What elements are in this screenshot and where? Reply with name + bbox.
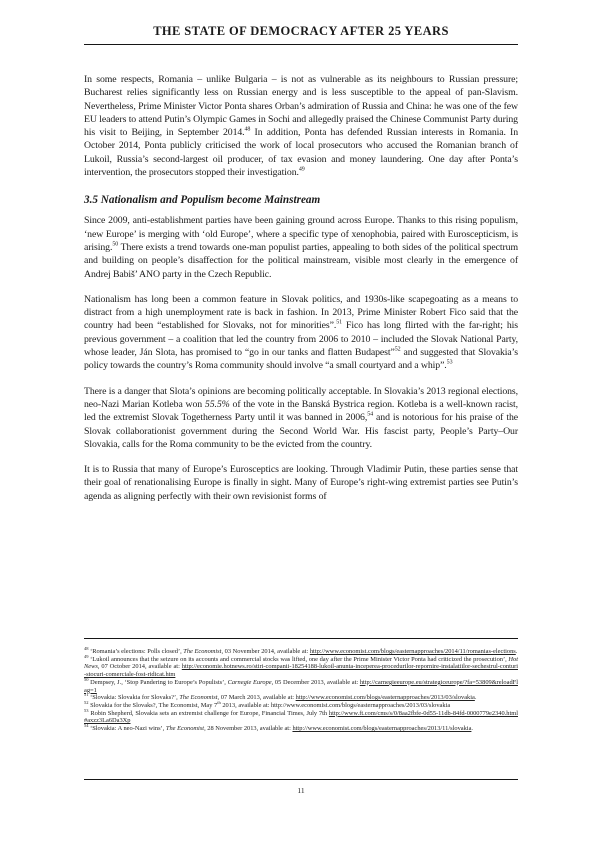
paragraph-text: Fico has long flirted with the far-right; his previous government – a coalition that led the country from 2006 to 2010 – included the Slovak National Party, whose leader, Ján Slota, has promised to “go in our tanks and flatten Budapest” [84, 320, 519, 359]
footnote-number: 52 [84, 699, 89, 705]
footnote-text: , 07 October 2014, available at: [97, 663, 182, 671]
footnote-section [84, 638, 518, 733]
footnote-source: Carnegie Europe [227, 678, 272, 686]
footnote-number: 50 [84, 676, 89, 682]
footnote-ref-53: 53 [446, 360, 453, 367]
paragraph-text: Nationalism has long been a common feature in Slovak politics, and 1930s-like scapegoating as a means to distract from a high unemployment rate is back in fashion. In 2013, Prime Minister Robert Fico said that the country had been “established for Slovaks, not for minorities”. [84, 293, 518, 332]
paragraph-text: and is notorious for his praise of the Slovak collaborationist government during the Second World War. His fascist party, People’s Party–Our Slovakia, calls for the Roma community to be the evicted from the country. [84, 412, 519, 450]
footnote-text: Robin Shepherd, Slovakia sets an extremist challenge for Europe, Financial Times, July 7th [88, 709, 329, 717]
footnote-ref-48: 48 [244, 126, 251, 133]
footnote-source: The Economist [165, 725, 205, 733]
footnote-text: ‘Lukoil announces that the seizure on its accounts and commercial stocks was lifted, one day after the Prime Minister Victor Ponta had criticized the prosecution’, [88, 655, 509, 663]
footnote-ref-51: 51 [336, 320, 343, 327]
page-header-title: THE STATE OF DEMOCRACY AFTER 25 YEARS [153, 24, 449, 38]
footnote-text: . [474, 694, 477, 702]
page-footer [84, 779, 518, 795]
paragraph-kotleba [84, 385, 518, 451]
paragraph-russia [84, 463, 518, 503]
footnote-source: The Economist [179, 694, 218, 702]
footnote-text: Dempsey, J., ‘Stop Pandering to Europe’s Populists’, [88, 678, 228, 686]
document-body [84, 73, 518, 503]
paragraph-text: and suggested that Slovakia’s policy towards the country’s Roma community should involve “a small courtyard and a whip”. [84, 347, 519, 372]
footnote-ref-50: 50 [112, 241, 119, 248]
paragraph-text: It is to Russia that many of Europe’s Eurosceptics are looking. Through Vladimir Putin, these parties sense that their goal of renationalising Europe is finally in sight. Many of Europe’s right-wing extremist parties see Putin’s agenda as aligning perfectly with their own revisionist forms of [84, 464, 518, 502]
footnote-text: Slovakia for the Slovaks?, The Economist, May 7 [88, 701, 218, 709]
footnote-number: 53 [84, 707, 89, 713]
footnote-ref-49: 49 [298, 166, 305, 173]
paragraph-text: In addition, Ponta has defended Russian interests in Romania. In October 2014, Ponta publicly criticised the work of local prosecutors who accused the Romanian branch of Lukoil, Russia’s second-largest oil producer, of tax evasion and money laundering. One day after Ponta’s intervention, the prosecutors stopped their investigation. [84, 127, 519, 179]
footer-divider [84, 779, 518, 780]
footnote-number: 54 [84, 722, 89, 728]
footnote-link[interactable]: http://www.economist.com/blogs/easternapproaches/2014/11/romanias-elections [309, 648, 516, 655]
footnote-text: 2013, available at: http://www.economist.com/blogs/easternapproaches/2013/03/slovakia [220, 701, 451, 709]
footnote-number: 48 [84, 645, 89, 651]
footnote-text: . [471, 725, 474, 733]
footnote-51 [84, 694, 518, 702]
footnote-link[interactable]: http://www.ft.com/cms/s/0/8aa2fbfe-0d55-11db-84fd-0000779e2340.html#axzz3La6Da3Xp [84, 709, 518, 725]
footnote-52 [84, 699, 518, 710]
footnote-number: 51 [84, 692, 89, 698]
footnote-48 [84, 645, 518, 656]
paragraph-text: of the vote in the Banská Bystrica region. Kotleba is a well-known racist, led the extremist Slovak Togetherness Party until it was banned in 2006, [84, 398, 518, 424]
footnote-link[interactable]: http://economie.hotnews.ro/stiri-companii-18254188-lukoil-anunta-inceperea-procedurilor-repornire-instalatiilor-sechestrul-conturi-stocuri-comerciale-fost-ridicat.htm [84, 663, 518, 679]
vote-percentage: 55.5% [204, 398, 230, 410]
paragraph-text: There is a danger that Slota’s opinions are becoming politically acceptable. In Slovakia’s 2013 regional elections, neo-Nazi Marian Kotleba won [84, 385, 518, 410]
footnote-text: . [515, 648, 518, 655]
paragraph-nationalism [84, 293, 518, 373]
footnote-text: , 03 November 2014, available at: [221, 648, 310, 655]
footnote-number: 49 [84, 653, 89, 659]
footnote-text: , 07 March 2013, available at: [217, 694, 296, 702]
footnote-49 [84, 653, 518, 679]
footnote-source: Hot News [84, 655, 518, 671]
header-divider [84, 44, 518, 45]
page-number: 11 [297, 786, 305, 795]
footnote-text: ‘Romania’s elections: Polls closed’, [88, 648, 184, 655]
footnote-text: , 05 December 2013, available at: [271, 678, 360, 686]
footnote-text: ‘Slovakia: Slovakia for Slovaks?’, [88, 694, 180, 702]
paragraph-text: There exists a trend towards one-man populist parties, appealing to both sides of the political spectrum and building on people’s disaffection for the political mainstream, visible most clearly in the emergence of Andrej Babiš’ ANO party in the Czech Republic. [84, 241, 518, 280]
footnote-ref-52: 52 [394, 346, 401, 353]
paragraph-text: Since 2009, anti-establishment parties have been gaining ground across Europe. Thanks to this rising populism, ‘new Europe’ is merging with ‘old Europe’, where a specific type of xenophobia, paired with Euroscepticism, is arising. [84, 215, 518, 253]
footnote-50 [84, 676, 518, 694]
footnote-link[interactable]: http://www.economist.com/blogs/easternapproaches/2013/11/slovakia [292, 725, 472, 733]
footnote-ref-54: 54 [367, 411, 374, 418]
paragraph-populism [84, 214, 518, 280]
ordinal-suffix: th [217, 699, 221, 705]
footnote-link[interactable]: http://www.economist.com/blogs/easternapproaches/2013/03/slovakia [295, 694, 475, 702]
footnote-source: The Economist [183, 648, 222, 655]
footnote-link[interactable]: http://carnegieeurope.eu/strategiceurope/?fa=53809&reloadFlag=1 [84, 678, 518, 694]
paragraph-text: In some respects, Romania – unlike Bulgaria – is not as vulnerable as its neighbours to Russian pressure; Bucharest relies significantly less on Russian energy and is less susceptible to the appeal of pan-Slavism. Nevertheless, Prime Minister Victor Ponta shares Orban’s admiration of Russia and China: he was one of the few EU leaders to attend Putin’s Olympic Games in Sochi and allegedly praised the Chinese Communist Party during his visit to Beijing, in September 2014. [84, 74, 518, 139]
footnote-54 [84, 722, 518, 733]
footnote-text: , 28 November 2013, available at: [204, 725, 293, 733]
paragraph-romania [84, 73, 518, 179]
footnote-53 [84, 707, 518, 725]
section-heading-3-5: 3.5 Nationalism and Populism become Mainstream [84, 194, 321, 207]
footnote-text: ‘Slovakia: A neo-Nazi wins’, [88, 725, 166, 733]
